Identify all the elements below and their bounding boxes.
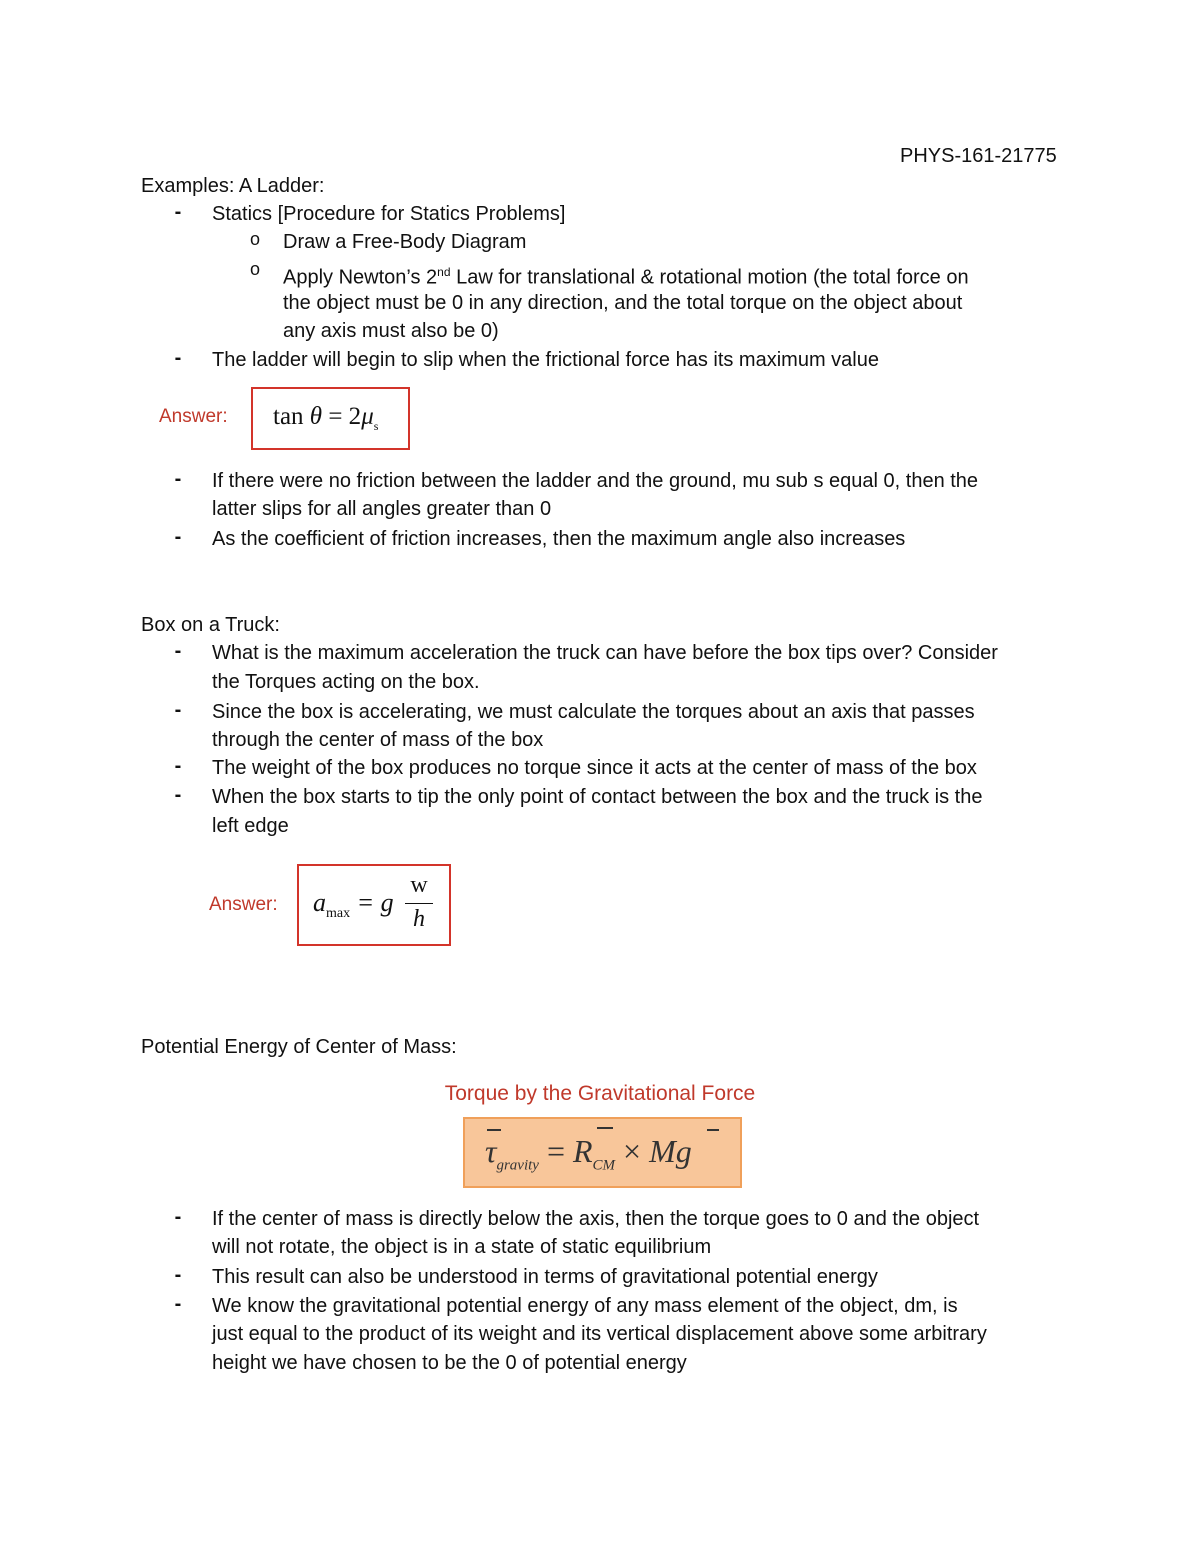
newton-line-3: any axis must also be 0) [283, 320, 499, 342]
potential-b3-line-3: height we have chosen to be the 0 of potential energy [212, 1352, 687, 1374]
no-friction-line-2: latter slips for all angles greater than 0 [212, 498, 552, 520]
bullet-dash: - [174, 1206, 182, 1228]
bullet-dash: - [174, 784, 182, 806]
formula-R: R [573, 1133, 593, 1169]
sub-bullet-circle: o [249, 259, 260, 279]
formula-M: M [649, 1133, 676, 1169]
bullet-dash: - [174, 755, 182, 777]
formula-numerator: w [410, 872, 428, 898]
bullet-dash: - [174, 1293, 182, 1315]
newton-superscript: nd [437, 265, 451, 279]
formula-equals: = 2 [322, 403, 362, 430]
vector-arrow-tau [487, 1129, 501, 1131]
formula-equals-g: = g [350, 888, 394, 917]
formula-mu: μ [361, 403, 374, 430]
potential-b3-line-1: We know the gravitational potential energy of any mass element of the object, dm, is [212, 1295, 958, 1317]
bullet-dash: - [174, 1264, 182, 1286]
formula-CM: CM [592, 1157, 616, 1174]
vector-arrow-R [597, 1127, 613, 1129]
figure-title: Torque by the Gravitational Force [444, 1082, 756, 1105]
sub-item-free-body: Draw a Free-Body Diagram [283, 231, 527, 253]
newton-text-a: Apply Newton’s 2 [283, 266, 438, 289]
truck-formula-left [313, 888, 394, 922]
formula-gravity: gravity [496, 1157, 539, 1174]
truck-b3: The weight of the box produces no torque since it acts at the center of mass of the box [212, 757, 977, 779]
truck-b1-line-2: the Torques acting on the box. [212, 671, 480, 693]
fraction-bar [405, 903, 433, 904]
no-friction-line-1: If there were no friction between the ladder and the ground, mu sub s equal 0, then the [212, 470, 979, 492]
torque-formula [485, 1133, 692, 1174]
newton-line-2: the object must be 0 in any direction, and the total torque on the object about [283, 292, 963, 314]
truck-b4-line-1: When the box starts to tip the only point of contact between the box and the truck is the [212, 786, 983, 808]
formula-a: a [313, 888, 326, 917]
truck-b2-line-1: Since the box is accelerating, we must calculate the torques about an axis that passes [212, 701, 975, 723]
formula-sub-s: s [373, 419, 379, 433]
ladder-answer-box [251, 387, 410, 450]
formula-tau: τ [485, 1133, 497, 1169]
truck-b4-line-2: left edge [212, 815, 289, 837]
bullet-dash: - [174, 640, 182, 662]
vector-arrow-g [707, 1129, 719, 1131]
coefficient-text: As the coefficient of friction increases, then the maximum angle also increases [212, 528, 906, 550]
formula-denominator: h [413, 906, 425, 932]
formula-theta: θ [309, 403, 323, 430]
potential-b3-line-2: just equal to the product of its weight and its vertical displacement above some arbitrary [212, 1323, 987, 1345]
bullet-dash: - [174, 526, 182, 548]
truck-heading: Box on a Truck: [141, 614, 280, 636]
torque-formula-box [463, 1117, 742, 1188]
bullet-dash: - [174, 201, 182, 223]
newton-text-b: Law for translational & rotational motion (the total force on [450, 266, 969, 289]
formula-tan: tan [273, 403, 310, 430]
answer-label: Answer: [209, 894, 278, 915]
potential-b2: This result can also be understood in terms of gravitational potential energy [212, 1266, 878, 1288]
bullet-dash: - [174, 347, 182, 369]
sub-bullet-circle: o [249, 229, 260, 249]
slip-text: The ladder will begin to slip when the frictional force has its maximum value [212, 349, 879, 371]
statics-label: Statics [Procedure for Statics Problems] [212, 203, 566, 225]
potential-b1-line-1: If the center of mass is directly below the axis, then the torque goes to 0 and the object [212, 1208, 980, 1230]
course-code: PHYS-161-21775 [900, 145, 1057, 167]
sub-item-newton [283, 259, 969, 291]
formula-equals: = [538, 1133, 573, 1169]
answer-label: Answer: [159, 406, 228, 427]
ladder-heading: Examples: A Ladder: [141, 175, 325, 197]
truck-answer-box [297, 864, 451, 946]
ladder-answer-formula [273, 403, 378, 434]
potential-heading: Potential Energy of Center of Mass: [141, 1036, 457, 1058]
formula-times: × [615, 1133, 650, 1169]
potential-b1-line-2: will not rotate, the object is in a state of static equilibrium [212, 1236, 712, 1258]
bullet-dash: - [174, 699, 182, 721]
formula-g: g [675, 1133, 692, 1169]
truck-b1-line-1: What is the maximum acceleration the truck can have before the box tips over? Consider [212, 642, 998, 664]
truck-b2-line-2: through the center of mass of the box [212, 729, 544, 751]
bullet-dash: - [174, 468, 182, 490]
formula-max: max [326, 906, 351, 922]
